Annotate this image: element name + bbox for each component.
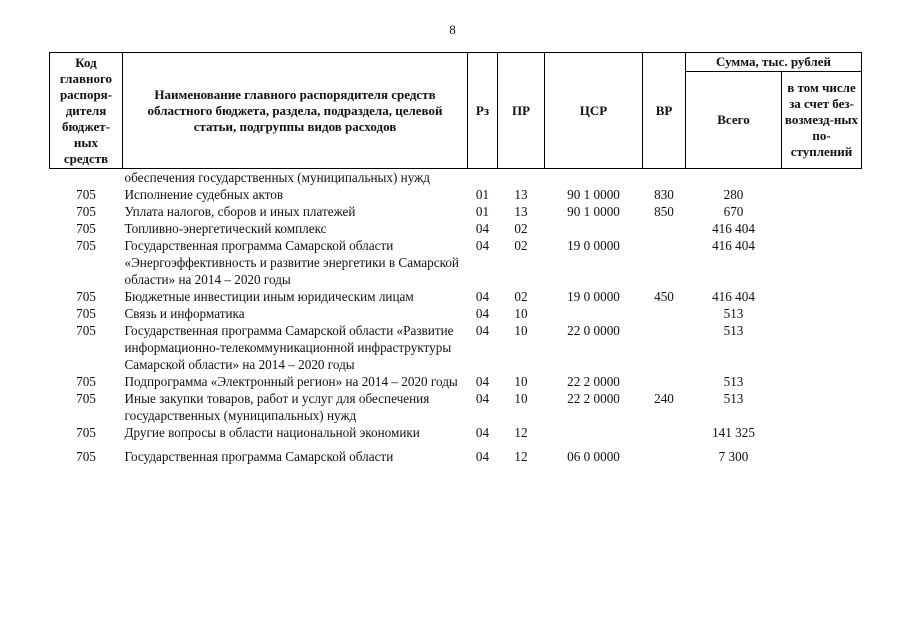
header-code: Код главного распоря-дителя бюджет-ных средств [50,53,123,169]
cell-code [50,169,123,187]
cell-total [686,169,782,187]
cell-rz: 01 [475,204,490,219]
cell-pr: 02 [514,238,528,253]
header-total: Всего [686,72,782,169]
cell-pr: 02 [514,221,528,236]
cell-pr: 02 [514,289,528,304]
cell-rz: 04 [475,289,490,304]
cell-name: Связь и информатика [124,306,245,321]
cell-total: 670 [723,204,744,219]
cell-code: 705 [76,425,96,440]
cell-vr: 850 [654,204,674,219]
cell-vr [643,441,686,465]
cell-csr: 19 0 0000 [567,238,620,253]
cell-total: 416 404 [712,238,755,253]
table-header [50,53,862,169]
cell-free [782,441,862,465]
header-csr: ЦСР [545,53,643,169]
cell-total: 141 325 [712,425,755,440]
cell-code: 705 [76,449,96,464]
cell-code: 705 [76,187,96,202]
cell-rz: 01 [475,187,490,202]
cell-free [782,288,862,305]
cell-code: 705 [76,374,96,389]
cell-free [782,390,862,424]
cell-csr [545,424,643,441]
cell-total: 280 [723,187,744,202]
cell-csr: 06 0 0000 [567,449,620,464]
cell-name: Топливно-энергетический комплекс [124,221,327,236]
table-body [50,169,862,466]
header-vr: ВР [643,53,686,169]
cell-name: обеспечения государственных (муниципальных) нужд [124,170,430,185]
cell-csr: 22 2 0000 [567,374,620,389]
header-name: Наименование главного распорядителя средств областного бюджета, раздела, подраздела, целевой статьи, подгруппы видов расходов [123,53,468,169]
cell-free [782,424,862,441]
table-row [50,373,862,390]
cell-free [782,237,862,288]
table-row [50,186,862,203]
cell-total: 513 [723,323,744,338]
cell-name: Другие вопросы в области национальной экономики [124,425,420,440]
cell-rz: 04 [475,306,490,321]
table-row [50,322,862,373]
cell-name: Уплата налогов, сборов и иных платежей [124,204,356,219]
cell-code: 705 [76,323,96,338]
cell-code: 705 [76,238,96,253]
page-number: 8 [449,22,456,37]
table-row [50,220,862,237]
budget-table [49,52,862,465]
cell-free [782,322,862,373]
table-row [50,390,862,424]
cell-pr: 10 [514,323,528,338]
cell-pr: 12 [514,425,528,440]
cell-pr: 10 [514,374,528,389]
cell-total: 416 404 [712,221,755,236]
header-rz: Рз [468,53,498,169]
cell-vr: 450 [654,289,674,304]
cell-free [782,203,862,220]
cell-code: 705 [76,221,96,236]
header-pr: ПР [498,53,545,169]
cell-vr [643,305,686,322]
cell-csr [545,220,643,237]
cell-free [782,169,862,187]
cell-vr [643,220,686,237]
cell-total: 513 [723,391,744,406]
cell-csr: 22 0 0000 [567,323,620,338]
cell-rz: 04 [475,323,490,338]
header-sum-group: Сумма, тыс. рублей [686,53,862,72]
cell-pr: 12 [514,449,528,464]
table-row [50,288,862,305]
cell-total: 513 [723,374,744,389]
header-free: в том числе за счет без-возмезд-ных по-ступлений [782,72,862,169]
cell-csr: 22 2 0000 [567,391,620,406]
cell-name: Государственная программа Самарской области [124,449,394,464]
cell-code: 705 [76,391,96,406]
cell-name: Государственная программа Самарской области «Энергоэффективность и развитие энергетики в Самарской области» на 2014 – 2020 годы [124,238,459,287]
cell-csr: 90 1 0000 [567,187,620,202]
cell-code: 705 [76,204,96,219]
cell-total: 7 300 [718,449,749,464]
cell-vr [643,237,686,288]
cell-name: Исполнение судебных актов [124,187,284,202]
cell-rz [468,169,498,187]
cell-rz: 04 [475,449,490,464]
cell-vr: 240 [654,391,674,406]
table-row [50,305,862,322]
table-row [50,441,862,465]
cell-csr: 19 0 0000 [567,289,620,304]
table-row [50,203,862,220]
cell-rz: 04 [475,374,490,389]
cell-rz: 04 [475,221,490,236]
cell-name: Иные закупки товаров, работ и услуг для обеспечения государственных (муниципальных) нужд [124,391,430,423]
table-row [50,424,862,441]
cell-total: 416 404 [712,289,755,304]
cell-pr: 13 [514,187,528,202]
cell-rz: 04 [475,425,490,440]
cell-csr [545,169,643,187]
cell-csr: 90 1 0000 [567,204,620,219]
cell-name: Подпрограмма «Электронный регион» на 2014 – 2020 годы [124,374,458,389]
table-row [50,169,862,187]
cell-vr [643,169,686,187]
cell-pr: 10 [514,306,528,321]
cell-free [782,305,862,322]
cell-name: Бюджетные инвестиции иным юридическим лицам [124,289,414,304]
cell-pr: 13 [514,204,528,219]
cell-code: 705 [76,289,96,304]
cell-total: 513 [723,306,744,321]
cell-free [782,220,862,237]
cell-csr [545,305,643,322]
cell-name: Государственная программа Самарской области «Развитие информационно-телекоммуникационной инфраструктуры Самарской области» на 2014 – 2020 годы [124,323,454,372]
cell-vr [643,373,686,390]
cell-vr [643,424,686,441]
cell-free [782,186,862,203]
cell-pr [498,169,545,187]
cell-code: 705 [76,306,96,321]
cell-free [782,373,862,390]
cell-vr: 830 [654,187,674,202]
cell-rz: 04 [475,238,490,253]
table-row [50,237,862,288]
cell-vr [643,322,686,373]
cell-pr: 10 [514,391,528,406]
cell-rz: 04 [475,391,490,406]
